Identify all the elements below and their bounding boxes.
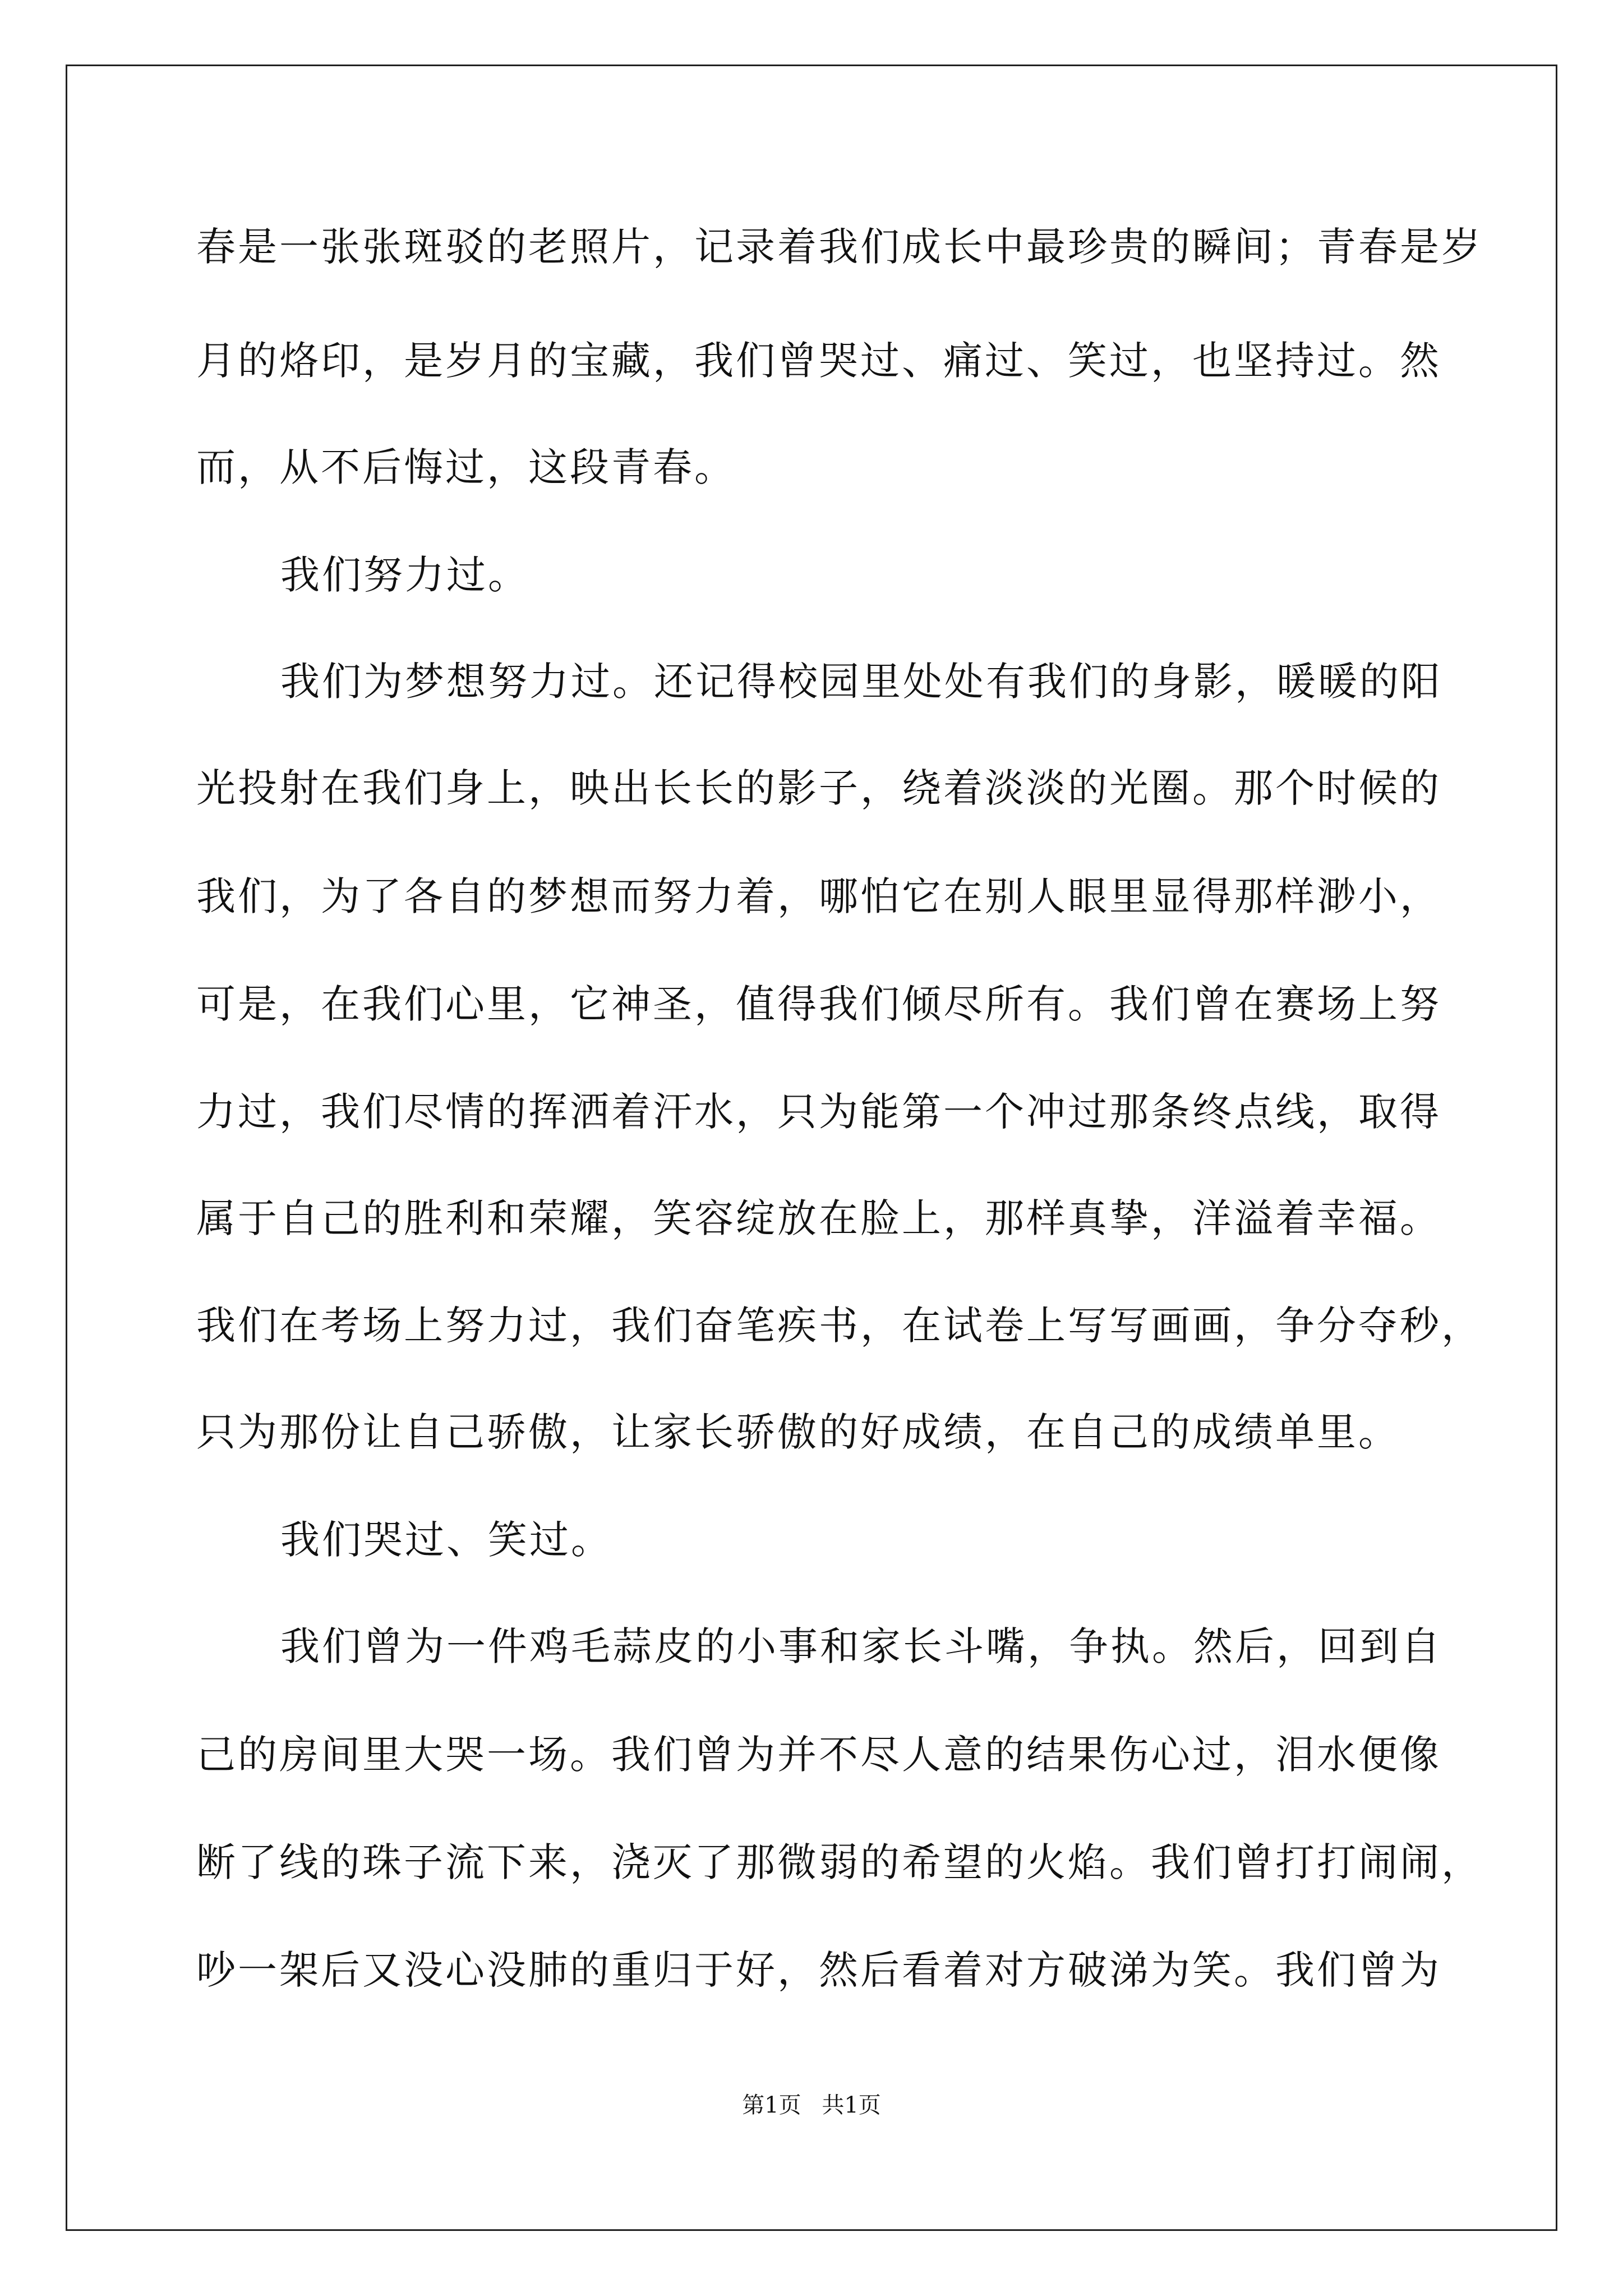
page-border [66,65,1557,2231]
text-line: 光投射在我们身上，映出长长的影子，绕着淡淡的光圈。那个时候的 [196,765,1441,811]
text-line: 吵一架后又没心没肺的重归于好，然后看着对方破涕为笑。我们曾为 [196,1947,1441,1993]
text-line: 而，从不后悔过，这段青春。 [196,444,736,490]
text-line: 可是，在我们心里，它神圣，值得我们倾尽所有。我们曾在赛场上努 [196,981,1441,1027]
text-line: 月的烙印，是岁月的宝藏，我们曾哭过、痛过、笑过，也坚持过。然 [196,338,1441,384]
page-number: 第1页 [742,2092,801,2118]
page-footer [0,2091,1623,2119]
page-total: 共1页 [822,2092,881,2118]
text-line: 我们努力过。 [280,552,529,598]
text-line: 我们哭过、笑过。 [280,1517,612,1563]
text-line: 己的房间里大哭一场。我们曾为并不尽人意的结果伤心过，泪水便像 [196,1732,1441,1778]
text-line: 只为那份让自己骄傲，让家长骄傲的好成绩，在自己的成绩单里。 [196,1409,1400,1455]
text-line: 我们为梦想努力过。还记得校园里处处有我们的身影，暖暖的阳 [280,659,1442,705]
text-line: 春是一张张斑驳的老照片，记录着我们成长中最珍贵的瞬间；青春是岁 [196,224,1483,270]
text-line: 断了线的珠子流下来，浇灭了那微弱的希望的火焰。我们曾打打闹闹， [196,1839,1483,1885]
text-line: 属于自己的胜利和荣耀，笑容绽放在脸上，那样真挚，洋溢着幸福。 [196,1195,1441,1241]
text-line: 我们曾为一件鸡毛蒜皮的小事和家长斗嘴，争执。然后，回到自 [280,1623,1442,1669]
text-line: 力过，我们尽情的挥洒着汗水，只为能第一个冲过那条终点线，取得 [196,1089,1441,1135]
text-line: 我们在考场上努力过，我们奋笔疾书，在试卷上写写画画，争分夺秒， [196,1303,1483,1349]
text-line: 我们，为了各自的梦想而努力着，哪怕它在别人眼里显得那样渺小， [196,873,1441,919]
